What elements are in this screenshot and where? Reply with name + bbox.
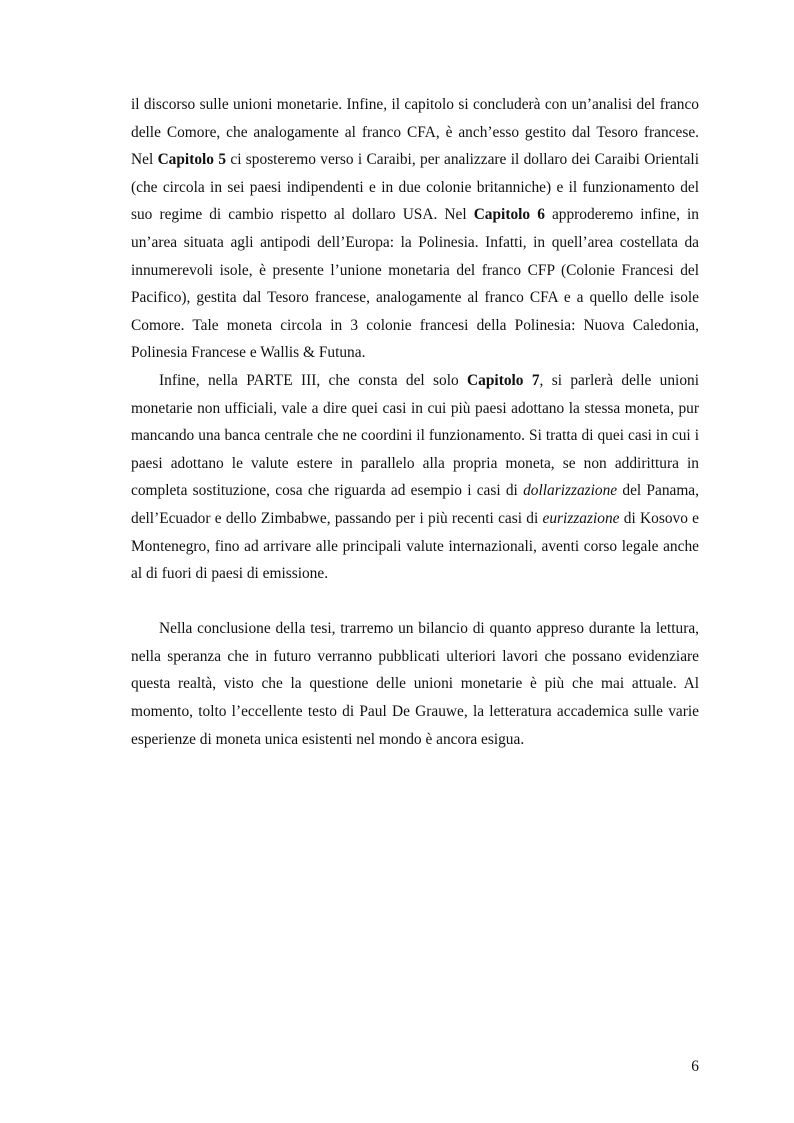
bold-run: Capitolo 5 bbox=[157, 151, 227, 169]
page-number: 6 bbox=[691, 1058, 699, 1075]
text-run: approderemo infine, in un’area situata agli antipodi dell’Europa: la Polinesia. Infatti, in quell’area costellata da innumerevoli isole, è presente l’unione monetaria del franco CFP (Colonie Francesi del Pacifico), gestita dal Tesoro francese, analogamente al franco CFA e a quello delle isole Comore. Tale moneta circola in 3 colonie francesi della Polinesia: Nuova Caledonia, Polinesia Francese e Wallis & Futuna. bbox=[131, 206, 699, 362]
text-run: di Kosovo e Montenegro, fino ad arrivare alle principali valute internazionali, aventi corso legale anche al di fuori di paesi di emissione. bbox=[131, 509, 700, 583]
paragraph-3 bbox=[131, 615, 699, 753]
paragraph-2 bbox=[131, 367, 699, 588]
italic-run: dollarizzazione bbox=[523, 482, 618, 500]
text-run: Infine, nella PARTE III, che consta del solo bbox=[159, 371, 468, 389]
paragraph-1 bbox=[131, 91, 699, 367]
bold-run: Capitolo 6 bbox=[473, 206, 545, 224]
bold-run: Capitolo 7 bbox=[467, 371, 540, 389]
italic-run: eurizzazione bbox=[542, 509, 620, 527]
text-run: del Panama, dell’Ecuador e dello Zimbabwe, passando per i più recenti casi di bbox=[131, 482, 699, 527]
text-run: il discorso sulle unioni monetarie. Infine, il capitolo si concluderà con un’analisi del franco delle Comore, che analogamente al franco CFA, è anch’esso gestito dal Tesoro francese. Nel bbox=[131, 96, 699, 169]
body-text bbox=[131, 91, 699, 753]
text-run: ci sposteremo verso i Caraibi, per analizzare il dollaro dei Caraibi Orientali (che circola in sei paesi indipendenti e in due colonie britanniche) e il funzionamento del suo regime di cambio rispetto al dollaro USA. Nel bbox=[131, 151, 699, 224]
text-run: , si parlerà delle unioni monetarie non ufficiali, vale a dire quei casi in cui più paesi adottano la stessa moneta, pur mancando una banca centrale che ne coordini il funzionamento. Si tratta di quei casi in cui i paesi adottano le valute estere in parallelo alla propria moneta, se non addirittura in completa sostituzione, cosa che riguarda ad esempio i casi di bbox=[131, 371, 699, 500]
text-run: Nella conclusione della tesi, trarremo un bilancio di quanto appreso durante la lettura, nella speranza che in futuro verranno pubblicati ulteriori lavori che possano evidenziare questa realtà, visto che la questione delle unioni monetarie è più che mai attuale. Al momento, tolto l’eccellente testo di Paul De Grauwe, la letteratura accademica sulle varie esperienze di moneta unica esistenti nel mondo è ancora esigua. bbox=[131, 620, 699, 748]
